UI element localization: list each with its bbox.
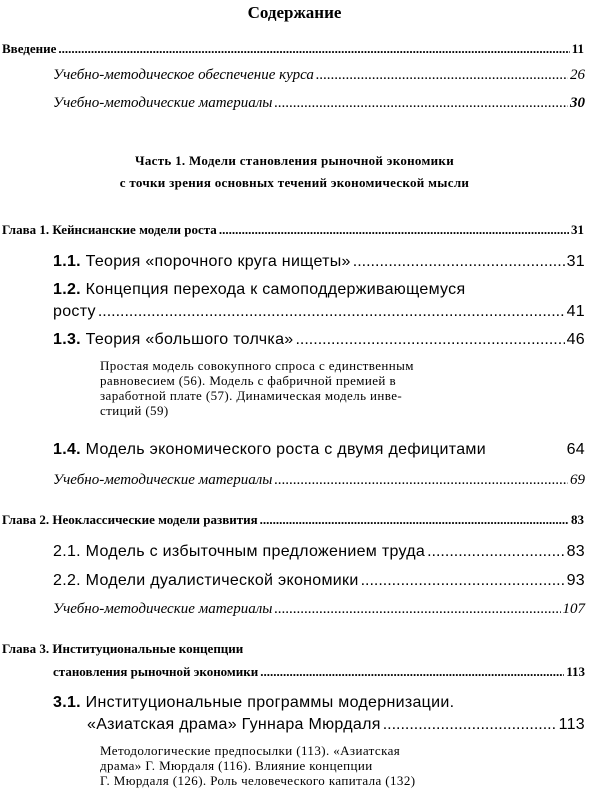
dot-leader (219, 222, 569, 238)
toc-entry-chapter-2[interactable] (2, 512, 584, 528)
section-number: 1.1. (53, 253, 81, 270)
dot-leader (98, 303, 565, 321)
toc-entry-label: Теория «порочного круга нищеты» (85, 253, 351, 270)
toc-entry-section-1-1[interactable] (53, 253, 585, 271)
toc-entry-page: 11 (571, 41, 584, 56)
toc-entry-label: Модель экономического роста с двумя дефицитами (85, 441, 486, 458)
toc-entry-label: Модель с избыточным предложением труда (85, 543, 426, 560)
toc-entry-label: Введение (2, 41, 57, 56)
note-line: Методологические предпосылки (113). «Азиатская (100, 743, 401, 758)
toc-entry-page: 30 (570, 95, 585, 111)
part-heading-line: Часть 1. Модели становления рыночной экономики (135, 153, 454, 168)
toc-entry-label: Модели дуалистической экономики (85, 572, 359, 589)
toc-entry-page: 69 (570, 472, 585, 488)
section-subtopics-note (100, 358, 536, 418)
toc-entry-label: Теория «большого толчка» (85, 331, 294, 348)
toc-entry-chapter-3[interactable] (53, 664, 585, 680)
toc-entry-page: 113 (558, 716, 585, 733)
section-number: 2.1. (53, 543, 81, 560)
toc-entry-chapter-3-line1[interactable] (2, 641, 243, 657)
dot-leader (361, 572, 565, 590)
toc-entry-page: 83 (566, 543, 585, 560)
section-number: 1.3. (53, 331, 81, 348)
toc-entry-ch1-materials[interactable] (53, 472, 585, 489)
toc-entry-page: 93 (566, 572, 585, 589)
section-number: 3.1. (53, 694, 81, 711)
section-number: 1.2. (53, 281, 81, 298)
dot-leader (316, 67, 568, 84)
note-line: равновесием (56). Модель с фабричной премией в (100, 373, 396, 388)
toc-entry-intro-materials[interactable] (53, 95, 585, 112)
toc-entry-course-support[interactable] (53, 67, 585, 84)
toc-entry-label: Учебно-методические материалы (53, 95, 273, 111)
toc-entry-label: Глава 3. Институциональные концепции (2, 641, 244, 656)
toc-entry-label: Учебно-методическое обеспечение курса (53, 67, 314, 83)
toc-entry-label: Глава 2. Неоклассические модели развития (2, 512, 258, 527)
toc-entry-label: Институциональные программы модернизации. (85, 694, 455, 711)
toc-entry-page: 26 (570, 67, 585, 83)
toc-entry-section-3-1-line1[interactable] (53, 694, 454, 712)
dot-leader (58, 41, 569, 57)
dot-leader (274, 472, 568, 489)
toc-entry-page: 83 (571, 512, 584, 527)
toc-entry-section-1-4[interactable] (53, 441, 585, 459)
toc-entry-section-3-1[interactable] (87, 716, 585, 734)
part-heading (0, 150, 589, 194)
note-line: драма» Г. Мюрдаля (116). Влияние концепции (100, 758, 373, 773)
toc-entry-label-continued: «Азиатская драма» Гуннара Мюрдаля (87, 716, 381, 733)
toc-entry-label: Глава 1. Кейнсианские модели роста (2, 222, 217, 237)
dot-leader (260, 512, 569, 528)
dot-leader (260, 664, 564, 680)
dot-leader (353, 253, 565, 271)
toc-entry-section-2-2[interactable] (53, 572, 585, 590)
section-number: 1.4. (53, 441, 81, 458)
toc-entry-label: Учебно-методические материалы (53, 601, 273, 617)
section-subtopics-note (100, 743, 536, 788)
toc-entry-page: 41 (566, 303, 585, 320)
toc-entry-page: 113 (566, 664, 585, 679)
toc-entry-chapter-1[interactable] (2, 222, 584, 238)
toc-entry-label-continued: становления рыночной экономики (53, 664, 259, 679)
toc-entry-page: 31 (571, 222, 584, 237)
dot-leader (295, 331, 564, 349)
dot-leader (383, 716, 557, 734)
toc-entry-page: 31 (566, 253, 585, 270)
dot-leader (274, 601, 560, 618)
toc-entry-label: Концепция перехода к самоподдерживающемуся (85, 281, 466, 298)
toc-entry-section-1-2[interactable] (53, 303, 585, 321)
dot-leader (274, 95, 568, 112)
dot-leader (427, 543, 565, 561)
part-heading-line: с точки зрения основных течений экономической мысли (119, 175, 470, 190)
toc-entry-label-continued: росту (53, 303, 96, 320)
toc-entry-ch2-materials[interactable] (53, 601, 585, 618)
toc-entry-page: 64 (566, 441, 585, 458)
toc-entry-page: 46 (566, 331, 585, 348)
toc-entry-section-1-3[interactable] (53, 331, 585, 349)
toc-entry-section-1-2-line1[interactable] (53, 281, 465, 299)
toc-entry-page: 107 (562, 601, 585, 617)
note-line: Г. Мюрдаля (126). Роль человеческого капитала (132) (100, 773, 416, 788)
section-number: 2.2. (53, 572, 81, 589)
page-title: Содержание (247, 3, 342, 22)
note-line: заработной плате (57). Динамическая модель инве- (100, 388, 403, 403)
toc-entry-introduction[interactable] (2, 41, 584, 57)
note-line: Простая модель совокупного спроса с единственным (100, 358, 414, 373)
toc-entry-label: Учебно-методические материалы (53, 472, 273, 488)
toc-entry-section-2-1[interactable] (53, 543, 585, 561)
note-line: стиций (59) (100, 403, 169, 418)
